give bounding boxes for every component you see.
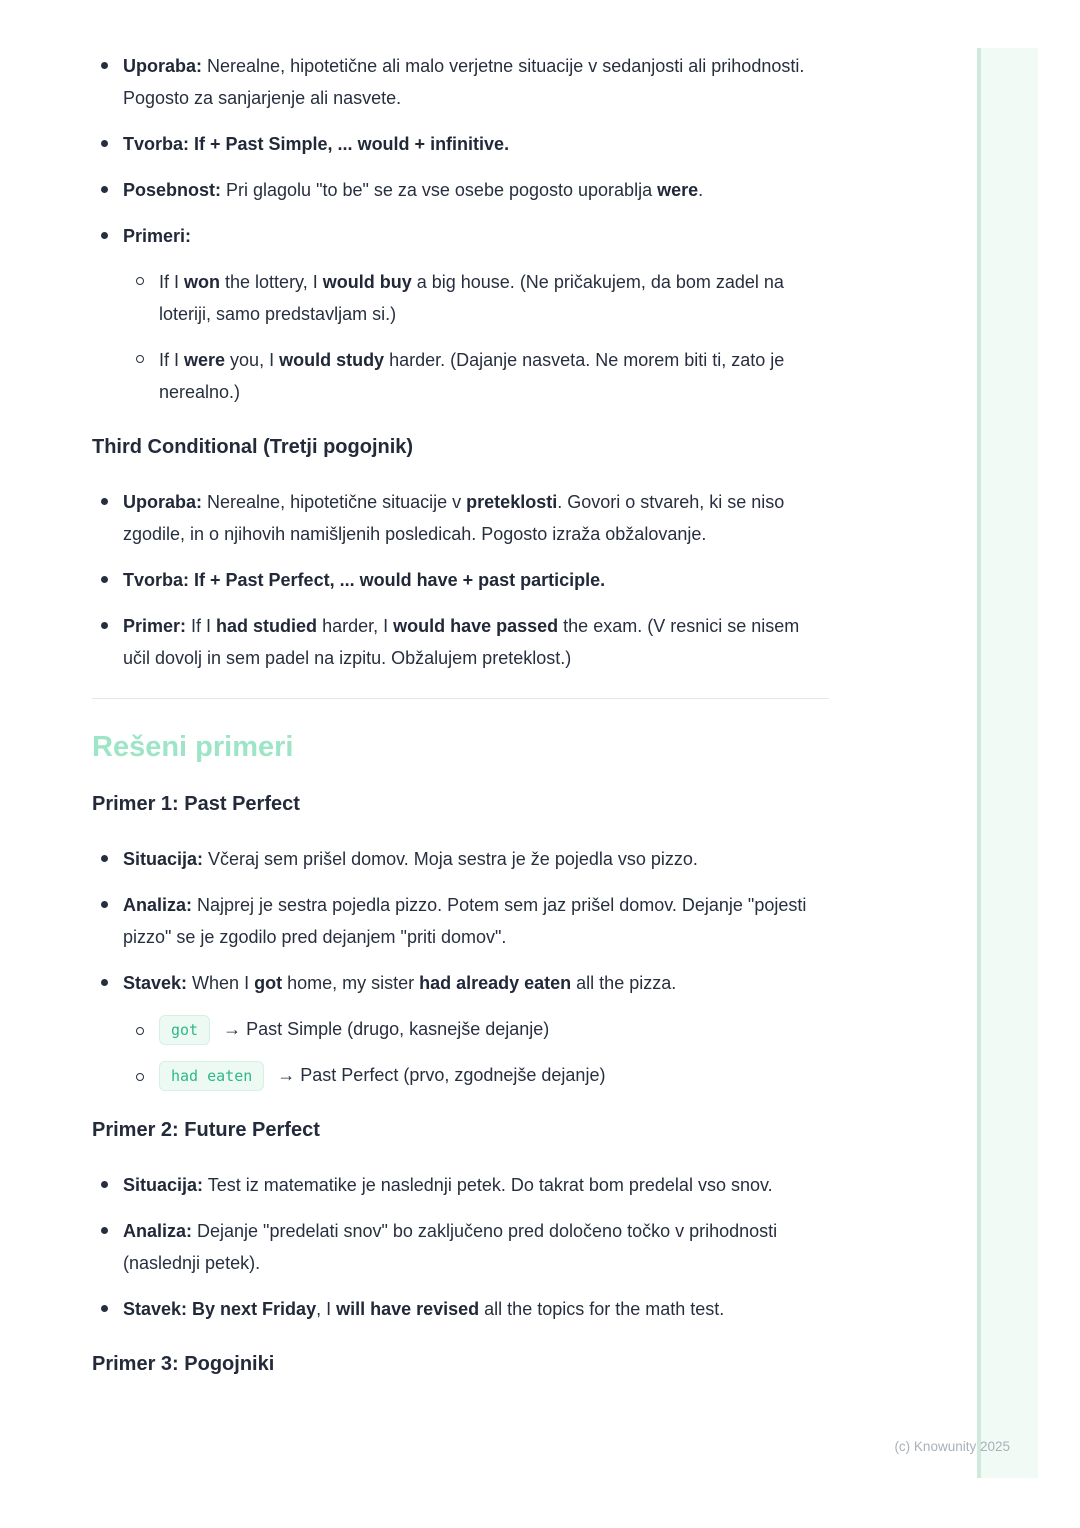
list-item-text [123, 610, 829, 674]
text-bold: Posebnost: [123, 180, 222, 200]
list-item-text [159, 1059, 829, 1091]
list-item-text [123, 128, 829, 160]
bullet-marker [101, 901, 108, 908]
bullet-list [92, 843, 829, 1091]
bullet-marker [101, 140, 108, 147]
text-run: harder, I [317, 616, 394, 636]
sub-list [123, 266, 829, 408]
list-item-text [123, 1169, 829, 1201]
bullet-list [92, 486, 829, 674]
text-bold: Primer: [123, 616, 187, 636]
bullet-marker [101, 62, 108, 69]
list-item-text [159, 344, 829, 408]
list-item [92, 174, 829, 206]
copyright-footer [894, 1438, 1010, 1456]
text-bold: won [184, 272, 221, 292]
bullet-marker [101, 622, 108, 629]
text-run: . Govori o stvareh, ki se niso zgodile, in o njihovih namišljenih posledicah. Pogosto izraža obžalovanje. [123, 492, 785, 544]
text-bold: Uporaba: [123, 56, 203, 76]
list-item [123, 1059, 829, 1091]
list-item [92, 1293, 829, 1325]
list-item [92, 1169, 829, 1201]
text-bold: Situacija: [123, 1175, 204, 1195]
bullet-marker [136, 1027, 144, 1035]
text-run: Včeraj sem prišel domov. Moja sestra je že pojedla vso pizzo. [203, 849, 698, 869]
section-divider [92, 698, 829, 699]
list-item-text [159, 266, 829, 330]
copyright-text: (c) Knowunity 2025 [894, 1439, 1010, 1454]
text-run: the lottery, I [220, 272, 323, 292]
text-bold: would have passed [393, 616, 559, 636]
list-item [92, 967, 829, 1091]
list-item [92, 1215, 829, 1279]
text-bold: Stavek: By next Friday [123, 1299, 317, 1319]
text-bold: Situacija: [123, 849, 204, 869]
bullet-marker [101, 576, 108, 583]
text-run: . [698, 180, 704, 200]
list-item-text [123, 220, 829, 252]
bullet-list [92, 1169, 829, 1325]
list-item-text [123, 889, 829, 953]
list-item [92, 486, 829, 550]
list-item-text [123, 843, 829, 875]
text-run: Test iz matematike je naslednji petek. Do takrat bom predelal vso snov. [203, 1175, 773, 1195]
list-item-text [123, 174, 829, 206]
list-item-text [123, 486, 829, 550]
text-run: If I [159, 350, 185, 370]
bullet-marker [101, 1305, 108, 1312]
list-item [92, 220, 829, 408]
document-content [92, 50, 829, 1403]
subsection-title: Primer 2: Future Perfect [92, 1119, 320, 1141]
list-item-text [123, 1293, 829, 1325]
text-run: harder. (Dajanje nasveta. Ne morem biti ti, zato je nerealno.) [159, 350, 785, 402]
list-item [92, 610, 829, 674]
subsection-title: Primer 1: Past Perfect [92, 793, 300, 815]
text-run: Dejanje "predelati snov" bo zaključeno pred določeno točko v prihodnosti (naslednji petek). [123, 1221, 778, 1273]
text-run: a big house. (Ne pričakujem, da bom zadel na loteriji, samo predstavljam si.) [159, 272, 784, 324]
list-item-text [123, 1215, 829, 1279]
list-item [92, 843, 829, 875]
list-item [92, 564, 829, 596]
text-run: When I [187, 973, 255, 993]
text-bold: Analiza: [123, 895, 193, 915]
text-run: → Past Perfect (prvo, zgodnejše dejanje) [272, 1065, 606, 1085]
text-bold: Tvorba: If + Past Simple, ... would + infinitive. [123, 134, 510, 154]
text-bold: Uporaba: [123, 492, 203, 512]
bullet-marker [101, 232, 108, 239]
text-run: , I [316, 1299, 337, 1319]
text-run: If I [159, 272, 185, 292]
code-badge: had eaten [159, 1061, 264, 1091]
list-item [123, 344, 829, 408]
bullet-marker [101, 855, 108, 862]
text-run: → Past Simple (drugo, kasnejše dejanje) [218, 1019, 550, 1039]
list-item [92, 128, 829, 160]
list-item-text [123, 564, 829, 596]
text-bold: were [657, 180, 699, 200]
text-bold: got [254, 973, 283, 993]
text-run: Pri glagolu "to be" se za vse osebe pogosto uporablja [221, 180, 658, 200]
text-run: all the topics for the math test. [479, 1299, 725, 1319]
text-bold: would buy [322, 272, 412, 292]
right-accent-bar [977, 48, 1038, 1478]
text-run: you, I [225, 350, 280, 370]
text-bold: were [184, 350, 226, 370]
text-run: If I [186, 616, 217, 636]
text-run: home, my sister [282, 973, 420, 993]
text-run: the exam. (V resnici se nisem učil dovolj in sem padel na izpitu. Obžalujem preteklost.) [123, 616, 800, 668]
text-bold: Primeri: [123, 226, 192, 246]
bullet-marker [136, 1073, 144, 1081]
bullet-marker [136, 277, 144, 285]
list-item-text [123, 50, 829, 114]
list-item [123, 266, 829, 330]
bullet-marker [101, 1227, 108, 1234]
text-bold: preteklosti [466, 492, 558, 512]
list-item [92, 889, 829, 953]
text-run: all the pizza. [571, 973, 677, 993]
sub-list [123, 1013, 829, 1091]
text-bold: Analiza: [123, 1221, 193, 1241]
bullet-marker [136, 355, 144, 363]
list-item [92, 50, 829, 114]
text-run: Nerealne, hipotetične ali malo verjetne situacije v sedanjosti ali prihodnosti. Pogosto za sanjarjenje ali nasvete. [123, 56, 805, 108]
text-bold: will have revised [336, 1299, 480, 1319]
list-item-text [159, 1013, 829, 1045]
text-bold: Tvorba: If + Past Perfect, ... would have + past participle. [123, 570, 606, 590]
bullet-list [92, 50, 829, 408]
subsection-title: Primer 3: Pogojniki [92, 1353, 275, 1375]
bullet-marker [101, 498, 108, 505]
bullet-marker [101, 1181, 108, 1188]
text-bold: Stavek: [123, 973, 188, 993]
bullet-marker [101, 979, 108, 986]
bullet-marker [101, 186, 108, 193]
text-bold: would study [279, 350, 385, 370]
text-run: Nerealne, hipotetične situacije v [202, 492, 467, 512]
list-item [123, 1013, 829, 1045]
list-item-text [123, 967, 829, 999]
code-badge: got [159, 1015, 210, 1045]
text-bold: had studied [216, 616, 318, 636]
text-run: Najprej je sestra pojedla pizzo. Potem sem jaz prišel domov. Dejanje "pojesti pizzo" se je zgodilo pred dejanjem "priti domov". [123, 895, 807, 947]
subsection-title: Third Conditional (Tretji pogojnik) [92, 436, 414, 458]
section-title: Rešeni primeri [92, 731, 294, 763]
text-bold: had already eaten [419, 973, 572, 993]
